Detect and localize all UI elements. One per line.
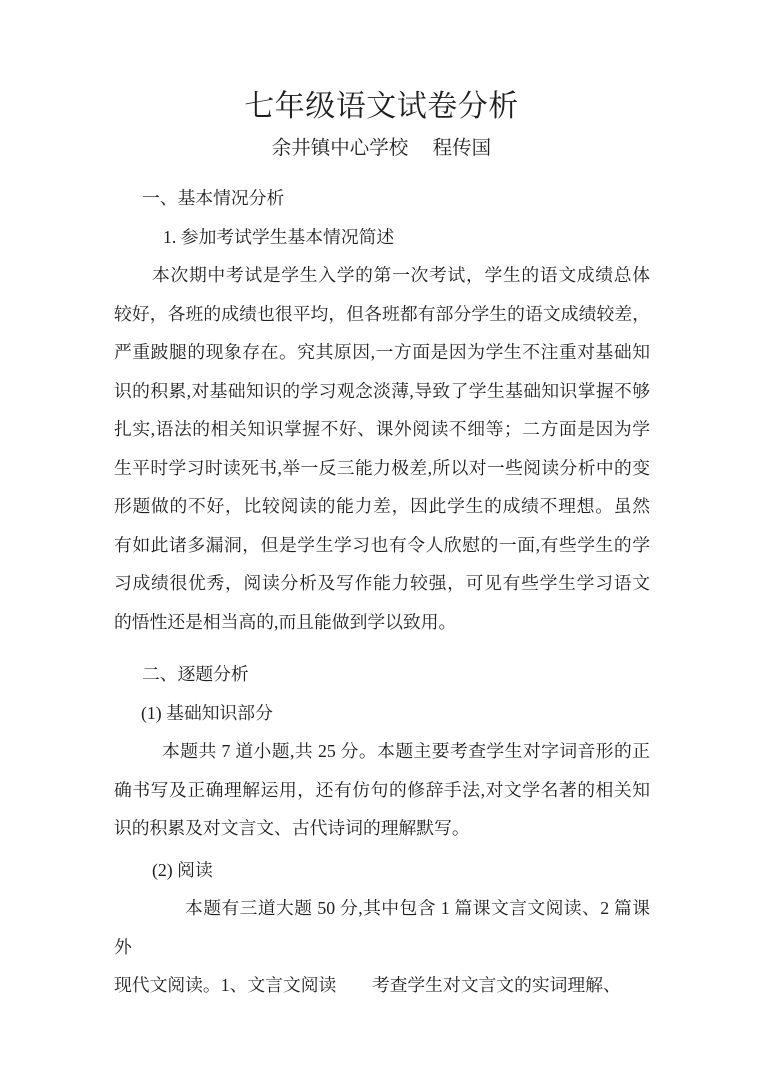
subheading-basic-knowledge-part: (1) 基础知识部分 — [141, 702, 273, 723]
paragraph-line: 形题做的不好，比较阅读的能力差，因此学生的成绩不理想。虽然 — [114, 496, 650, 516]
paragraph-line: 本题共 7 道小题,共 25 分。本题主要考查学生对字词音形的正 — [162, 741, 650, 761]
heading-question-by-question-analysis: 二、逐题分析 — [142, 664, 249, 684]
paragraph-line: 识的积累,对基础知识的学习观念淡薄,导致了学生基础知识掌握不够 — [114, 380, 650, 401]
paragraph-line: 确书写及正确理解运用，还有仿句的修辞手法,对文学名著的相关知 — [114, 779, 650, 800]
paragraph-line: 扎实,语法的相关知识掌握不好、课外阅读不细等；二方面是因为学 — [114, 419, 650, 439]
paragraph-line: 识的积累及对文言文、古代诗词的理解默写。 — [114, 818, 470, 838]
document-byline: 余井镇中心学校 程传国 — [271, 138, 492, 159]
paragraph-line: 生平时学习时读死书,举一反三能力极差,所以对一些阅读分析中的变 — [114, 457, 650, 478]
document-title: 七年级语文试卷分析 — [244, 90, 519, 123]
document-body — [114, 179, 650, 1005]
paragraph-line: 现代文阅读。1、文言文阅读 考查学生对文言文的实词理解、 — [114, 975, 621, 995]
paragraph-basic-knowledge — [114, 732, 650, 848]
paragraph-line: 本次期中考试是学生入学的第一次考试，学生的语文成绩总体 — [152, 265, 650, 285]
subheading-reading-part: (2) 阅读 — [152, 859, 213, 880]
paragraph-line: 严重跛腿的现象存在。究其原因,一方面是因为学生不注重对基础知 — [114, 342, 650, 362]
paragraph-line: 习成绩很优秀，阅读分析及写作能力较强，可见有些学生学习语文 — [114, 573, 650, 593]
paragraph-reading — [114, 889, 650, 1005]
paragraph-line: 的悟性还是相当高的,而且能做到学以致用。 — [114, 611, 457, 632]
paragraph-line: 较好，各班的成绩也很平均，但各班都有部分学生的语文成绩较差， — [114, 303, 650, 324]
paragraph-line: 本题有三道大题 50 分,其中包含 1 篇课文言文阅读、2 篇课外 — [114, 898, 650, 957]
paragraph-basic-analysis — [114, 256, 650, 641]
subheading-student-situation-summary: 1. 参加考试学生基本情况简述 — [163, 226, 395, 247]
heading-basic-situation-analysis: 一、基本情况分析 — [142, 188, 285, 208]
paragraph-line: 有如此诸多漏洞，但是学生学习也有令人欣慰的一面,有些学生的学 — [114, 534, 650, 555]
